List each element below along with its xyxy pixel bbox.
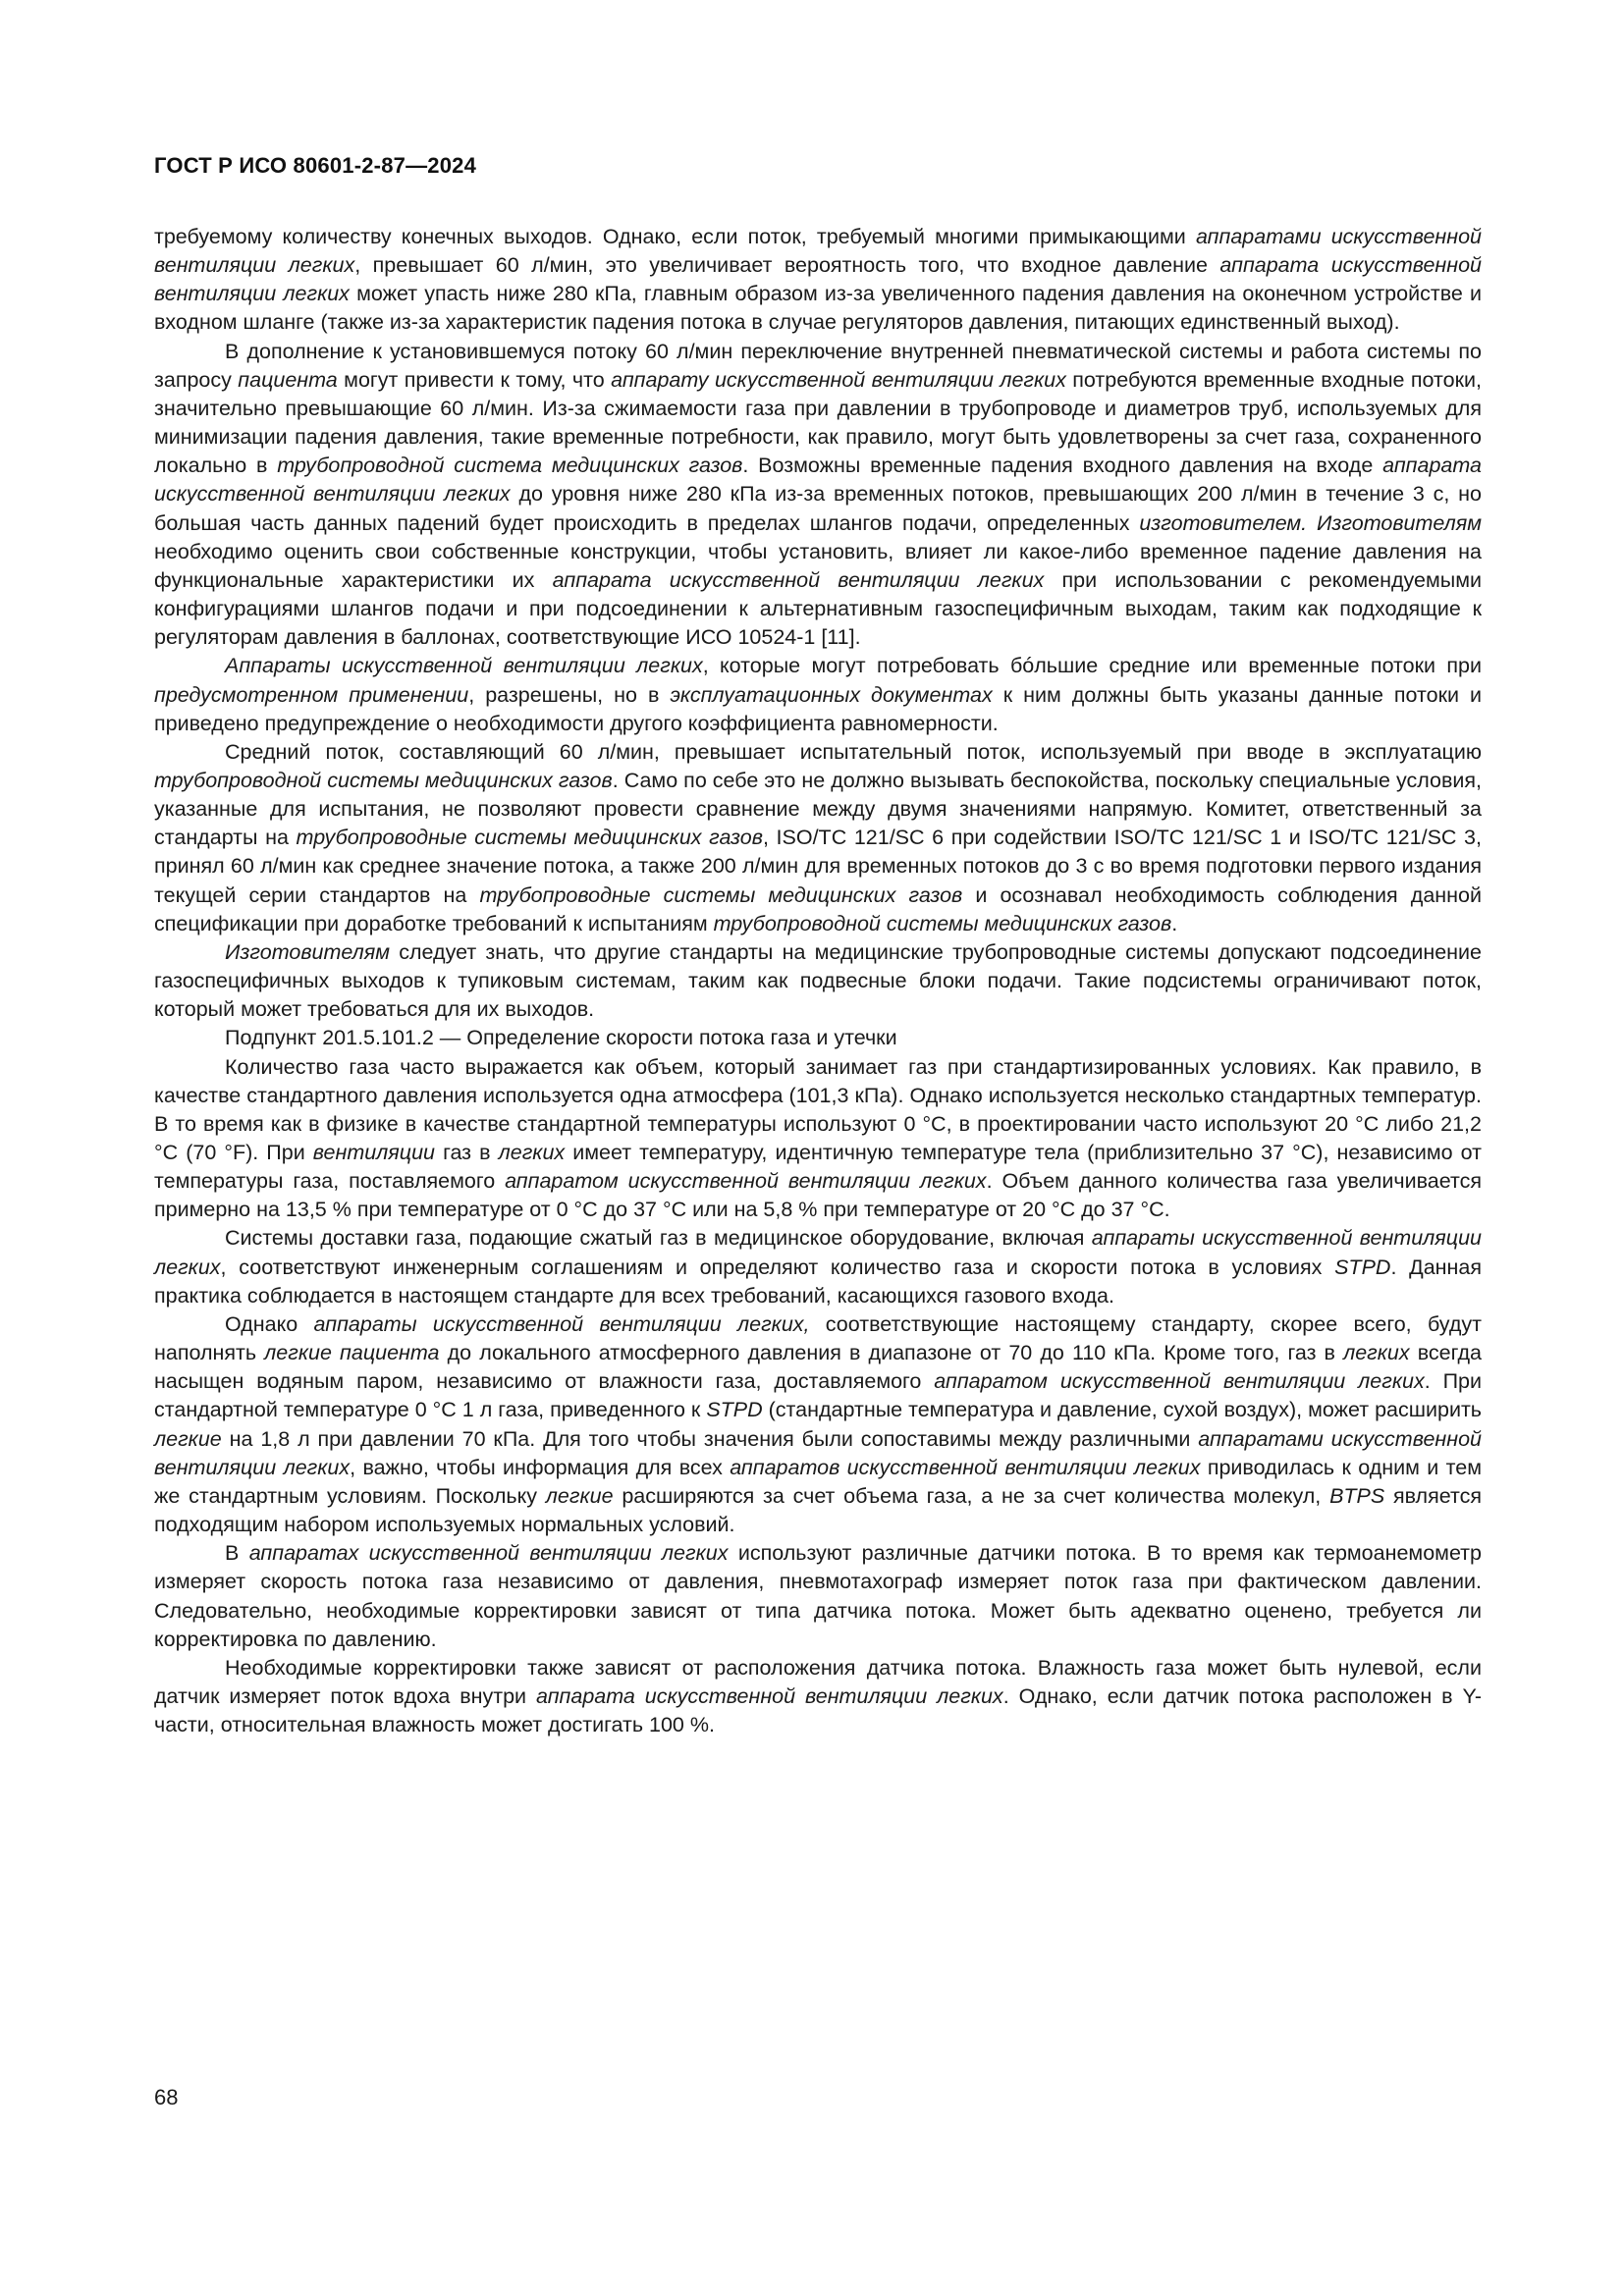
text-run: В дополнение к установившемуся потоку 60 л/мин переключение внутренней пневматической системы и работа системы по запросу bbox=[154, 339, 1482, 392]
text-run: Необходимые корректировки также зависят от расположения датчика потока. Влажность газа может быть нулевой, если датчик измеряет поток вдоха внутри bbox=[154, 1655, 1482, 1708]
italic-term: пациента bbox=[238, 367, 338, 392]
document-body bbox=[154, 223, 1482, 1739]
text-run: следует знать, что другие стандарты на медицинские трубопроводные системы допускают подсоединение газоспецифичных выходов к тупиковым системам, таким как подвесные блоки подачи. Такие подсистемы ограничивают поток, который может требоваться для их выходов. bbox=[154, 939, 1482, 1022]
text-run: Системы доставки газа, подающие сжатый газ в медицинское оборудование, включая bbox=[225, 1226, 1092, 1251]
text-run: , соответствуют инженерным соглашениям и определяют количество газа и скорости потока в условиях bbox=[220, 1255, 1335, 1279]
italic-term: трубопроводные системы медицинских газов bbox=[296, 826, 763, 850]
italic-term: легкие bbox=[545, 1483, 614, 1508]
italic-term: аппаратами искусственной вентиляции легких bbox=[154, 225, 1482, 278]
paragraph bbox=[154, 1224, 1482, 1309]
italic-term: предусмотренном применении bbox=[154, 682, 469, 707]
text-run: . Однако, если датчик потока расположен в Y-части, относительная влажность может достигать 100 %. bbox=[154, 1683, 1483, 1737]
italic-term: аппарату искусственной вентиляции легких bbox=[611, 367, 1066, 392]
italic-term: трубопроводной система медицинских газов bbox=[277, 454, 743, 478]
text-run: Средний поток, составляющий 60 л/мин, превышает испытательный поток, используемый при вводе в эксплуатацию bbox=[225, 739, 1482, 764]
text-run: требуемому количеству конечных выходов. Однако, если поток, требуемый многими примыкающими bbox=[154, 225, 1196, 248]
paragraph bbox=[154, 652, 1482, 737]
text-run: , которые могут потребовать бóльшие средние или временные потоки при bbox=[702, 654, 1482, 678]
text-run: . Данная практика соблюдается в настоящем стандарте для всех требований, касающихся газового входа. bbox=[154, 1255, 1482, 1308]
italic-term: STPD bbox=[1334, 1255, 1391, 1279]
text-run: при использовании с рекомендуемыми конфигурациями шлангов подачи и при подсоединении к альтернативным газоспецифичным выходам, таким как подходящие к регуляторам давления в баллонах, соответствующие ИСО 10524-1 [11]. bbox=[154, 567, 1482, 650]
paragraph bbox=[154, 1310, 1482, 1539]
text-run: , ISO/TC 121/SC 6 при содействии ISO/TC 121/SC 1 и ISO/TC 121/SC 3, принял 60 л/мин как среднее значение потока, а также 200 л/мин для временных потоков до 3 с во время подготовки первого издания текущей серии стандартов на bbox=[154, 826, 1482, 907]
italic-term: Изготовителям bbox=[225, 939, 391, 964]
paragraph bbox=[154, 1539, 1482, 1654]
italic-term: легкие bbox=[154, 1426, 222, 1451]
italic-term: трубопроводной системы медицинских газов bbox=[713, 911, 1172, 935]
text-run: могут привести к тому, что bbox=[337, 367, 612, 392]
paragraph bbox=[154, 938, 1482, 1024]
subclause-heading bbox=[154, 1024, 1482, 1052]
text-run: . При стандартной температуре 0 °С 1 л газа, приведенного к bbox=[154, 1369, 1483, 1422]
italic-term: аппараты искусственной вентиляции легких bbox=[154, 1226, 1482, 1279]
italic-term: легких bbox=[1343, 1341, 1410, 1365]
text-run: и осознавал необходимость соблюдения данной спецификации при доработке требований к испытаниям bbox=[154, 882, 1482, 935]
italic-term: аппаратами искусственной вентиляции легких bbox=[154, 1426, 1482, 1479]
text-run: . Объем данного количества газа увеличивается примерно на 13,5 % при температуре от 0 °С до 37 °С или на 5,8 % при температуре от 20 °С до 37 °С. bbox=[154, 1169, 1482, 1222]
italic-term: изготовителем. Изготовителям bbox=[1139, 510, 1482, 535]
italic-term: трубопроводной системы медицинских газов bbox=[154, 768, 613, 792]
text-run: расширяются за счет объема газа, а не за счет количества молекул, bbox=[613, 1483, 1330, 1508]
italic-term: трубопроводные системы медицинских газов bbox=[479, 882, 963, 907]
italic-term: аппарата искусственной вентиляции легких bbox=[552, 567, 1045, 592]
text-run: . Само по себе это не должно вызывать беспокойства, поскольку специальные условия, указанные для испытания, не позволяют провести сравнение между двумя значениями напрямую. Комитет, ответственный за стандарты на bbox=[154, 768, 1482, 850]
text-run: до локального атмосферного давления в диапазоне от 70 до 110 кПа. Кроме того, газ в bbox=[439, 1341, 1344, 1365]
italic-term: вентиляции bbox=[312, 1141, 436, 1164]
text-run: , разрешены, но в bbox=[468, 682, 671, 707]
paragraph bbox=[154, 223, 1482, 338]
text-run: является подходящим набором используемых нормальных условий. bbox=[154, 1483, 1482, 1537]
italic-term: BTPS bbox=[1329, 1483, 1385, 1508]
italic-term: аппаратом искусственной вентиляции легких bbox=[934, 1369, 1425, 1394]
text-run: (стандартные температура и давление, сухой воздух), может расширить bbox=[762, 1398, 1483, 1422]
italic-term: легких bbox=[498, 1141, 566, 1164]
text-run: соответствующие настоящему стандарту, скорее всего, будут наполнять bbox=[154, 1311, 1482, 1365]
text-run: . bbox=[1171, 911, 1178, 935]
text-run: всегда насыщен водяным паром, независимо от влажности газа, доставляемого bbox=[154, 1341, 1482, 1394]
text-run: потребуются временные входные потоки, значительно превышающие 60 л/мин. Из-за сжимаемости газа при давлении в трубопроводе и диаметров труб, используемых для минимизации падения давления, такие временные потребности, как правило, могут быть удовлетворены за счет газа, сохраненного локально в bbox=[154, 367, 1482, 478]
italic-term: аппарата искусственной вентиляции легких bbox=[154, 253, 1483, 306]
italic-term: Аппараты искусственной вентиляции легких bbox=[225, 654, 703, 678]
italic-term: аппарата искусственной вентиляции легких bbox=[535, 1683, 1003, 1708]
text-run: В bbox=[225, 1541, 249, 1566]
text-run: Однако bbox=[225, 1311, 314, 1336]
italic-term: аппаратах искусственной вентиляции легких bbox=[248, 1541, 729, 1566]
italic-term: легкие пациента bbox=[264, 1341, 440, 1365]
text-run: может упасть ниже 280 кПа, главным образом из-за увеличенного падения давления на оконечном устройстве и входном шланге (также из-за характеристик падения потока в случае регуляторов давления, питающих единственный выход). bbox=[154, 282, 1482, 335]
text-run: имеет температуру, идентичную температуре тела (приблизительно 37 °С), независимо от температуры газа, поставляемого bbox=[154, 1141, 1482, 1194]
text-run: Количество газа часто выражается как объем, который занимает газ при стандартизированных условиях. Как правило, в качестве стандартного давления используется одна атмосфера (101,3 кПа). Однако используется несколько стандартных температур. В то время как в физике в качестве стандартной температуры используют 0 °С, в проектировании часто используют 20 °С либо 21,2 °С (70 °F). При bbox=[154, 1054, 1482, 1164]
italic-term: аппаратов искусственной вентиляции легких bbox=[730, 1455, 1201, 1479]
text-run: приводилась к одним и тем же стандартным условиям. Поскольку bbox=[154, 1455, 1483, 1508]
text-run: используют различные датчики потока. В то время как термоанемометр измеряет скорость потока газа независимо от давления, пневмотахограф измеряет поток газа при фактическом давлении. Следовательно, необходимые корректировки зависят от типа датчика потока. Может быть адекватно оценено, требуется ли корректировка по давлению. bbox=[154, 1541, 1482, 1651]
page-number: 68 bbox=[154, 2085, 179, 2109]
italic-term: аппаратом искусственной вентиляции легких bbox=[505, 1169, 987, 1194]
text-run: Подпункт 201.5.101.2 — Определение скорости потока газа и утечки bbox=[225, 1026, 897, 1050]
text-run: , важно, чтобы информация для всех bbox=[350, 1455, 731, 1479]
paragraph bbox=[154, 1654, 1482, 1739]
paragraph bbox=[154, 1053, 1482, 1225]
text-run: на 1,8 л при давлении 70 кПа. Для того чтобы значения были сопоставимы между различными bbox=[221, 1426, 1199, 1451]
italic-term: аппарата искусственной вентиляции легких bbox=[154, 454, 1482, 507]
italic-term: STPD bbox=[706, 1398, 763, 1422]
text-run: . Возможны временные падения входного давления на входе bbox=[742, 454, 1383, 478]
paragraph bbox=[154, 738, 1482, 938]
paragraph bbox=[154, 338, 1482, 653]
text-run: необходимо оценить свои собственные конструкции, чтобы установить, влияет ли какое-либо временное падение давления на функциональные характеристики их bbox=[154, 539, 1482, 592]
italic-term: эксплуатационных документах bbox=[670, 682, 993, 707]
text-run: , превышает 60 л/мин, это увеличивает вероятность того, что входное давление bbox=[354, 253, 1220, 278]
italic-term: аппараты искусственной вентиляции легких, bbox=[313, 1311, 810, 1336]
text-run: газ в bbox=[435, 1141, 499, 1164]
text-run: до уровня ниже 280 кПа из-за временных потоков, превышающих 200 л/мин в течение 3 с, но большая часть данных падений будет происходить в пределах шлангов подачи, определенных bbox=[154, 482, 1482, 535]
document-header: ГОСТ Р ИСО 80601-2-87—2024 bbox=[154, 153, 477, 178]
text-run: к ним должны быть указаны данные потоки и приведено предупреждение о необходимости другого коэффициента равномерности. bbox=[154, 682, 1482, 735]
